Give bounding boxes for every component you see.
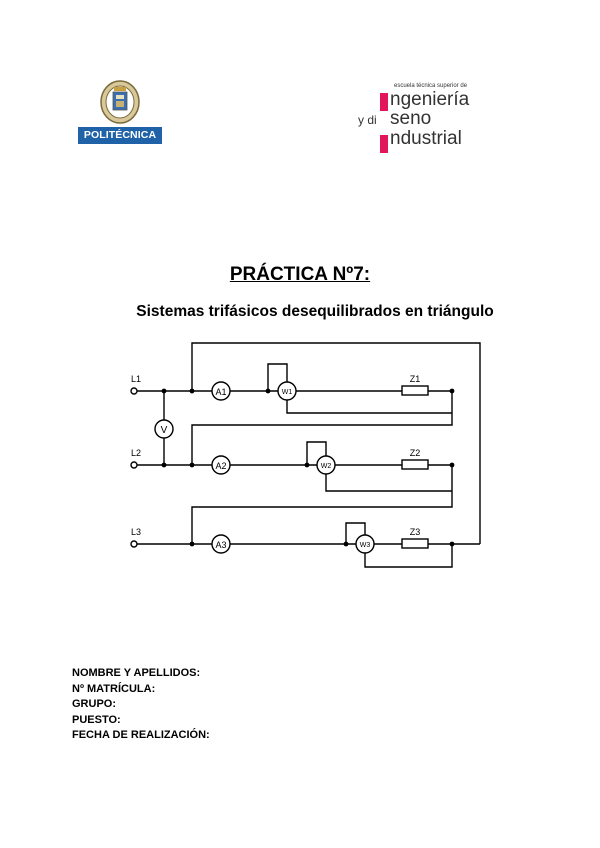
l2-terminal — [131, 462, 137, 468]
ammeter-2-label: A2 — [215, 461, 227, 471]
etsidi-school-text: escuela técnica superior de — [394, 83, 468, 89]
page-title: PRÁCTICA Nº7: — [229, 264, 371, 285]
voltmeter-label: V — [160, 425, 168, 436]
upm-logo — [78, 80, 162, 146]
etsidi-line-2-prefix: y di — [358, 113, 377, 127]
wattmeter-2-label: W2 — [320, 463, 332, 470]
page-subtitle: Sistemas trifásicos desequilibrados en triángulo — [136, 303, 494, 320]
junction-dot — [190, 542, 195, 547]
student-info — [72, 666, 210, 744]
junction-dot — [305, 463, 310, 468]
junction-dot — [450, 542, 455, 547]
junction-dot — [162, 389, 167, 394]
line-3-label: L3 — [131, 527, 142, 537]
circuit-diagram — [0, 330, 600, 570]
w2-voltage-return — [326, 474, 452, 491]
ammeter-3-label: A3 — [215, 540, 227, 550]
group-field-label: GRUPO: — [72, 698, 116, 710]
line-1-label: L1 — [131, 374, 142, 384]
l3-terminal — [131, 541, 137, 547]
post-field-label: PUESTO: — [72, 713, 121, 726]
etsidi-logo — [354, 80, 496, 160]
impedance-2-label: Z2 — [409, 448, 421, 458]
junction-dot — [450, 389, 455, 394]
junction-dot — [190, 463, 195, 468]
impedance-1-label: Z1 — [409, 374, 421, 384]
upm-badge: POLITÉCNICA — [78, 127, 162, 144]
w1-voltage-return — [287, 400, 452, 413]
impedance-3-label: Z3 — [409, 527, 421, 537]
impedance-1-icon — [402, 386, 428, 395]
impedance-2-icon — [402, 460, 428, 469]
junction-dot — [344, 542, 349, 547]
etsidi-line-1: ngeniería — [390, 89, 470, 110]
junction-dot — [162, 463, 167, 468]
name-field-label: NOMBRE Y APELLIDOS: — [72, 667, 201, 679]
etsidi-line-3: ndustrial — [390, 128, 462, 149]
ammeter-1-label: A1 — [215, 387, 227, 397]
junction-dot — [190, 389, 195, 394]
wattmeter-1-label: W1 — [281, 389, 293, 396]
junction-dot — [266, 389, 271, 394]
l1-terminal — [131, 388, 137, 394]
junction-dot — [450, 463, 455, 468]
delta-top-loop — [192, 343, 480, 544]
date-field-label: FECHA DE REALIZACIÓN: — [72, 729, 210, 741]
line-2-label: L2 — [131, 448, 142, 458]
enrollment-field-label: Nº MATRÍCULA: — [72, 682, 156, 695]
impedance-3-icon — [402, 539, 428, 548]
upm-crest-icon — [78, 80, 162, 128]
wattmeter-3-label: W3 — [359, 542, 371, 549]
etsidi-i-bars-icon — [378, 89, 390, 153]
etsidi-line-2: seno — [390, 108, 432, 129]
